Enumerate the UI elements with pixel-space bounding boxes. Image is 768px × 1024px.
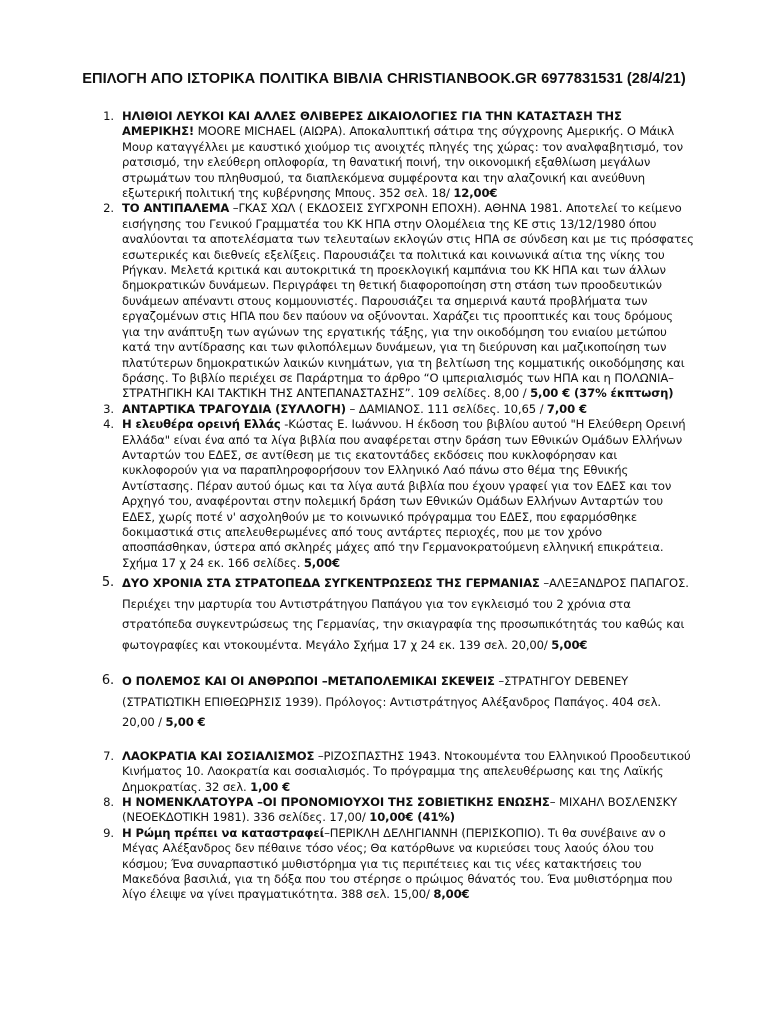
item-number: 4. <box>103 417 114 432</box>
item-number: 3. <box>103 401 114 416</box>
book-title: Η Ρώμη πρέπει να καταστραφεί <box>122 825 325 840</box>
book-item <box>94 573 694 655</box>
book-price: 5,00 € <box>165 715 206 730</box>
book-price: 1,00 € <box>250 779 291 794</box>
item-number: 5. <box>101 575 114 591</box>
book-item <box>94 402 694 417</box>
book-title: Η ελευθέρα ορεινή Ελλάς <box>122 417 281 432</box>
book-list <box>94 109 694 903</box>
book-price: 12,00€ <box>453 186 498 201</box>
book-item <box>94 671 694 733</box>
book-item <box>94 417 694 571</box>
book-description: – ΜΙΧΑΗΛ ΒΟΣΛΕΝΣΚΥ (ΝΕΟΕΚΔΟΤΙΚΗ 1981). 336 σελίδες. 17,00/ <box>122 794 678 825</box>
book-item <box>94 109 694 201</box>
item-number: 1. <box>103 109 114 123</box>
book-item <box>94 795 694 826</box>
book-description: –ΑΛΕΞΑΝΔΡΟΣ ΠΑΠΑΓΟΣ. Περιέχει την μαρτυρία του Αντιστράτηγου Παπάγου για τον εγκλεισμό του 2 χρόνια στα στρατόπεδα συγκεντρώσεως της Γερμανίας, την σκιαγραφία της προσωπικότητάς του καθώς και φωτογραφίες και ντοκουμέντα. Μεγάλο Σχήμα 17 χ 24 εκ. 139 σελ. 20,00/ <box>122 576 689 652</box>
item-number: 9. <box>103 825 114 840</box>
book-title: ΛΑΟΚΡΑΤΙΑ ΚΑΙ ΣΟΣΙΑΛΙΣΜΟΣ <box>122 748 315 763</box>
book-price: 5,00 € (37% έκπτωση) <box>530 386 674 401</box>
book-description: -Κώστας Ε. Ιωάννου. Η έκδοση του βιβλίου αυτού "Η Ελεύθερη Ορεινή Ελλάδα" είναι ένα από τα λίγα βιβλία που αναφέρεται στην δράση των Εθνικών Ομάδων Ελλήνων Ανταρτών του ΕΔΕΣ, σε αντίθεση με τις εκατοντάδες εκδόσεις που κυκλοφόρησαν και κυκλοφορούν για να παραπληροφορήσουν τον Ελληνικό Λαό πάνω στο θέμα της Εθνικής Αντίστασης. Πέραν αυτού όμως και τα λίγα αυτά βιβλία που έχουν γραφεί για τον ΕΔΕΣ και τον Αρχηγό του, αναφέρονται στην πολεμική δράση των Εθνικών Ομάδων Ελλήνων Ανταρτών του ΕΔΕΣ, χωρίς ποτέ ν' ασχοληθούν με το κοινωνικό πρόγραμμα του ΕΔΕΣ, που εφαρμόσθηκε δοκιμαστικά στις απελευθερωμένες από τους αντάρτες περιοχές, που με τον χρόνο αποσπάσθηκαν, ύστερα από σκληρές μάχες από την Γερμανοκρατούμενη ελληνική επικράτεια. Σχήμα 17 χ 24 εκ. 166 σελίδες. <box>122 417 686 570</box>
book-price: 7,00 € <box>546 401 587 416</box>
item-number: 8. <box>103 794 114 809</box>
book-item <box>94 201 694 401</box>
book-description: MOORE MICHAEL (ΑΙΩΡΑ). Αποκαλυπτική σάτιρα της σύγχρονης Αμερικής. Ο Μάικλ Μουρ καταγγέλλει με καυστικό χιούμορ τις ανοιχτές πληγές της χώρας: τον αναλφαβητισμό, τον ρατσισμό, την ελεύθερη οπλοφορία, τη θανατική ποινή, την οικονομική εξαθλίωση μεγάλων στρωμάτων του πληθυσμού, τα διαπλεκόμενα συμφέροντα και την αλαζονική και ανεύθυνη εξωτερική πολιτική της κυβέρνησης Μπους. 352 σελ. 18/ <box>122 124 683 201</box>
item-number: 2. <box>103 201 114 216</box>
book-title: ΤΟ ΑΝΤΙΠΑΛΕΜΑ <box>122 201 230 216</box>
book-item <box>94 749 694 795</box>
item-number: 7. <box>103 748 114 763</box>
book-description: – ΔΑΜΙΑΝΟΣ. 111 σελίδες. 10,65 / <box>345 401 547 416</box>
item-number: 6. <box>101 673 114 689</box>
book-price: 10,00€ (41%) <box>369 810 455 825</box>
book-title: Ο ΠΟΛΕΜΟΣ ΚΑΙ ΟΙ ΑΝΘΡΩΠΟΙ –ΜΕΤΑΠΟΛΕΜΙΚΑΙ ΣΚΕΨΕΙΣ <box>122 674 495 689</box>
book-description: –ΡΙΖΟΣΠΑΣΤΗΣ 1943. Ντοκουμέντα του Ελληνικού Προοδευτικού Κινήματος 10. Λαοκρατία και σοσιαλισμός. Το πρόγραμμα της απελευθέρωσης και της Λαϊκής Δημοκρατίας. 32 σελ. <box>122 748 691 794</box>
book-title: Η ΝΟΜΕΝΚΛΑΤΟΥΡΑ –ΟΙ ΠΡΟΝΟΜΙΟΥΧΟΙ ΤΗΣ ΣΟΒΙΕΤΙΚΗΣ ΕΝΩΣΗΣ <box>122 794 550 809</box>
book-description: –ΓΚΑΣ ΧΩΛ ( ΕΚΔΟΣΕΙΣ ΣΥΓΧΡΟΝΗ ΕΠΟΧΗ). ΑΘΗΝΑ 1981. Αποτελεί το κείμενο εισήγησης του Γενικού Γραμματέα του ΚΚ ΗΠΑ στην Ολομέλεια της ΚΕ στις 13/12/1980 όπου αναλύονται τα αποτελέσματα των τελευταίων εκλογών στις ΗΠΑ σε σύνδεση και με τις πρόσφατες εσωτερικές και διεθνείς εξελίξεις. Παρουσιάζει τα πολιτικά και κοινωνικά αίτια της νίκης του Ρήγκαν. Μελετά κριτικά και αυτοκριτικά τη προεκλογική καμπάνια του ΚΚ ΗΠΑ και των άλλων δημοκρατικών δυνάμεων. Περιγράφει τη θετική διαφοροποίηση στη στάση των προοδευτικών δυνάμεων απέναντι στους κομμουνιστές. Παρουσιάζει τα σημερινά καυτά προβλήματα των εργαζομένων στις ΗΠΑ που δεν παύουν να οξύνονται. Χαράζει τις προοπτικές και τους δρόμους για την ανάπτυξη των αγώνων της εργατικής τάξης, για την οικοδόμηση του ενιαίου μετώπου κατά την αντίδρασης και των φιλοπόλεμων δυνάμεων, για τη διεύρυνση και μαζικοποίηση των πλατύτερων δημοκρατικών λαικών κινημάτων, για τη βελτίωση της κομματικής οικοδόμησης και δράσης. Το βιβλίο περιέχει σε Παράρτημα το άρθρο “Ο ιμπεριαλισμός των ΗΠΑ και η ΠΟΛΩΝΙΑ–ΣΤΡΑΤΗΓΙΚΗ ΚΑΙ ΤΑΚΤΙΚΗ ΤΗΣ ΑΝΤΕΠΑΝΑΣΤΑΣΗΣ”. 109 σελίδες. 8,00 / <box>122 201 694 401</box>
book-title: ΑΝΤΑΡΤΙΚΑ ΤΡΑΓΟΥΔΙΑ (ΣΥΛΛΟΓΗ) <box>122 401 346 416</box>
book-description: –ΣΤΡΑΤΗΓΟΥ DEBENEY (ΣΤΡΑΤΙΩΤΙΚΗ ΕΠΙΘΕΩΡΗΣΙΣ 1939). Πρόλογος: Αντιστράτηγος Αλέξανδρος Παπάγος. 404 σελ. 20,00 / <box>122 674 661 730</box>
book-title: ΔΥΟ ΧΡΟΝΙΑ ΣΤΑ ΣΤΡΑΤΟΠΕΔΑ ΣΥΓΚΕΝΤΡΩΣΕΩΣ ΤΗΣ ΓΕΡΜΑΝΙΑΣ <box>122 576 540 591</box>
book-price: 5,00€ <box>303 555 340 570</box>
book-description: –ΠΕΡΙΚΛΗ ΔΕΛΗΓΙΑΝΝΗ (ΠΕΡΙΣΚΟΠΙΟ). Τι θα συνέβαινε αν ο Μέγας Αλέξανδρος δεν πέθαινε τόσο νέος; Θα κατόρθωνε να κυριεύσει τους λαούς όλου του κόσμου; Ένα συναρπαστικό μυθιστόρημα για τις περιπέτειες και τις νέες κατακτήσεις του Μακεδόνα βασιλιά, για τη δόξα που του στέρησε ο πρώιμος θάνατός του. Ένα μυθιστόρημα που λίγο έλειψε να γίνει πραγματικότητα. 388 σελ. 15,00/ <box>122 825 673 902</box>
book-price: 8,00€ <box>433 887 470 902</box>
book-item <box>94 826 694 903</box>
document-title: ΕΠΙΛΟΓΗ ΑΠΟ ΙΣΤΟΡΙΚΑ ΠΟΛΙΤΙΚΑ ΒΙΒΛΙΑ CHRISTIANBOOK.GR 6977831531 (28/4/21) <box>82 71 686 87</box>
book-price: 5,00€ <box>551 637 588 652</box>
book-title: ΗΛΙΘΙΟΙ ΛΕΥΚΟΙ ΚΑΙ ΑΛΛΕΣ ΘΛΙΒΕΡΕΣ ΔΙΚΑΙΟΛΟΓΙΕΣ ΓΙΑ ΤΗΝ ΚΑΤΑΣΤΑΣΗ ΤΗΣ ΑΜΕΡΙΚΗΣ! <box>122 109 622 139</box>
